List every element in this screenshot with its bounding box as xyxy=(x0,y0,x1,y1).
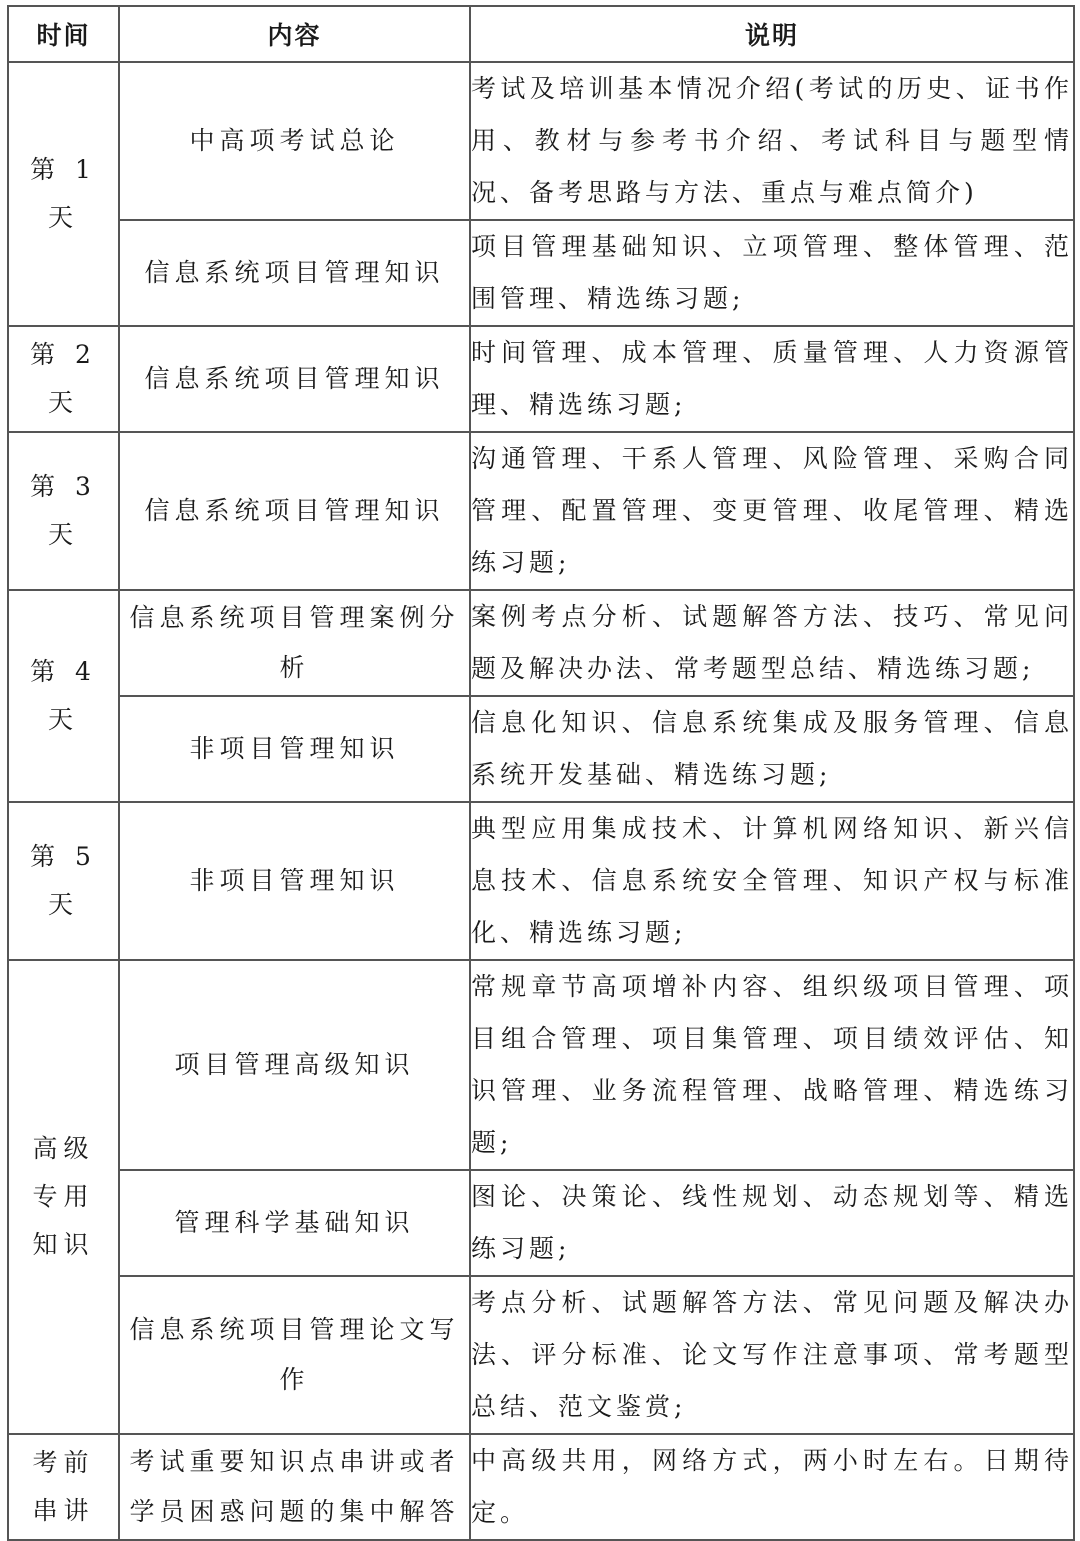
time-label: 高级专用知识 xyxy=(32,1134,95,1259)
time-cell-day5 xyxy=(8,802,119,960)
content-cell: 非项目管理知识 xyxy=(119,696,470,802)
time-label: 第 2 天 xyxy=(30,340,97,417)
time-cell-pre-exam xyxy=(8,1434,119,1540)
time-label: 第 4 天 xyxy=(30,657,97,734)
table-row xyxy=(8,62,1074,220)
description-cell: 典型应用集成技术、计算机网络知识、新兴信息技术、信息系统安全管理、知识产权与标准化、精选练习题; xyxy=(470,802,1074,960)
table-row xyxy=(8,802,1074,960)
description-cell: 项目管理基础知识、立项管理、整体管理、范围管理、精选练习题; xyxy=(470,220,1074,326)
table-row xyxy=(8,590,1074,696)
description-cell: 沟通管理、干系人管理、风险管理、采购合同管理、配置管理、变更管理、收尾管理、精选练习题; xyxy=(470,432,1074,590)
time-cell-day2 xyxy=(8,326,119,432)
table-row xyxy=(8,326,1074,432)
header-content: 内容 xyxy=(119,6,470,62)
content-cell: 项目管理高级知识 xyxy=(119,960,470,1170)
description-cell: 考试及培训基本情况介绍(考试的历史、证书作用、教材与参考书介绍、考试科目与题型情况、备考思路与方法、重点与难点简介) xyxy=(470,62,1074,220)
content-cell: 考试重要知识点串讲或者学员困惑问题的集中解答 xyxy=(119,1434,470,1540)
time-cell-day1 xyxy=(8,62,119,326)
time-label: 第 3 天 xyxy=(30,472,97,549)
content-cell: 信息系统项目管理知识 xyxy=(119,326,470,432)
description-cell: 常规章节高项增补内容、组织级项目管理、项目组合管理、项目集管理、项目绩效评估、知识管理、业务流程管理、战略管理、精选练习题; xyxy=(470,960,1074,1170)
table-row xyxy=(8,432,1074,590)
description-cell: 时间管理、成本管理、质量管理、人力资源管理、精选练习题; xyxy=(470,326,1074,432)
time-label: 第 5 天 xyxy=(30,842,97,919)
description-cell: 考点分析、试题解答方法、常见问题及解决办法、评分标准、论文写作注意事项、常考题型总结、范文鉴赏; xyxy=(470,1276,1074,1434)
content-cell: 信息系统项目管理知识 xyxy=(119,432,470,590)
description-cell: 中高级共用，网络方式，两小时左右。日期待定。 xyxy=(470,1434,1074,1540)
table-row xyxy=(8,220,1074,326)
header-row xyxy=(8,6,1074,62)
description-cell: 图论、决策论、线性规划、动态规划等、精选练习题; xyxy=(470,1170,1074,1276)
table-row xyxy=(8,696,1074,802)
content-cell: 信息系统项目管理案例分析 xyxy=(119,590,470,696)
training-schedule-table xyxy=(7,5,1075,1541)
time-cell-advanced xyxy=(8,960,119,1434)
header-description: 说明 xyxy=(470,6,1074,62)
time-cell-day4 xyxy=(8,590,119,802)
content-cell: 非项目管理知识 xyxy=(119,802,470,960)
content-cell: 信息系统项目管理知识 xyxy=(119,220,470,326)
time-label: 考前串讲 xyxy=(32,1448,95,1525)
table-row xyxy=(8,1170,1074,1276)
table-row xyxy=(8,1276,1074,1434)
content-cell: 管理科学基础知识 xyxy=(119,1170,470,1276)
content-cell: 信息系统项目管理论文写作 xyxy=(119,1276,470,1434)
time-label: 第 1 天 xyxy=(30,155,97,232)
time-cell-day3 xyxy=(8,432,119,590)
description-cell: 案例考点分析、试题解答方法、技巧、常见问题及解决办法、常考题型总结、精选练习题; xyxy=(470,590,1074,696)
table-row xyxy=(8,1434,1074,1540)
content-cell: 中高项考试总论 xyxy=(119,62,470,220)
table-row xyxy=(8,960,1074,1170)
description-cell: 信息化知识、信息系统集成及服务管理、信息系统开发基础、精选练习题; xyxy=(470,696,1074,802)
header-time: 时间 xyxy=(8,6,119,62)
